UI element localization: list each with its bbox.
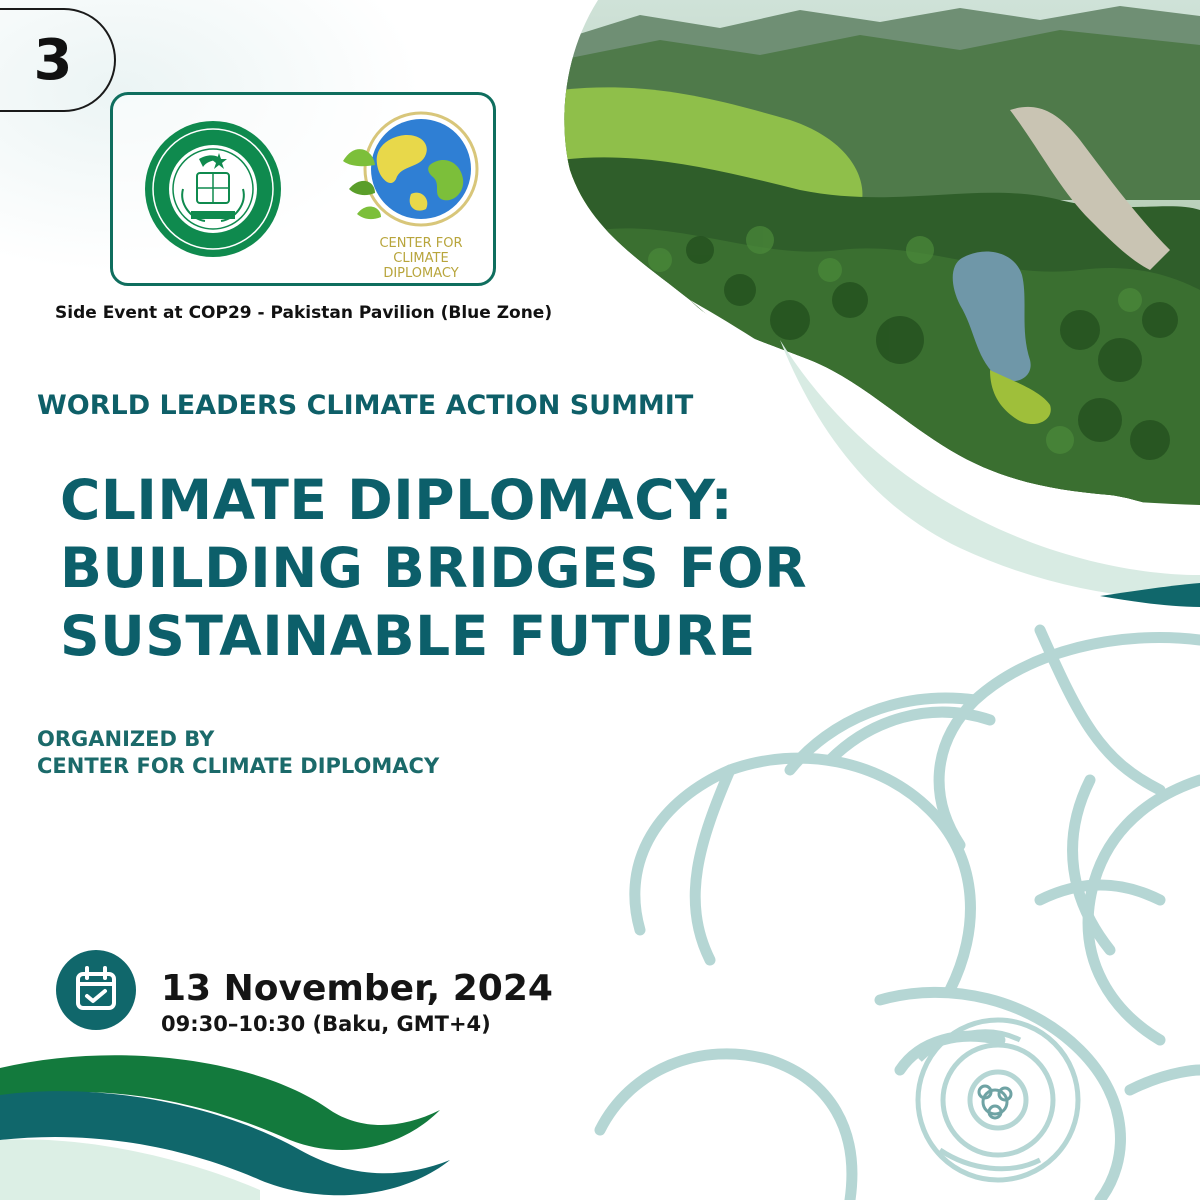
title-line-1: CLIMATE DIPLOMACY: <box>60 468 734 532</box>
partner-logos-box <box>110 92 496 286</box>
ccd-line3: DIPLOMACY <box>383 266 459 281</box>
event-title <box>60 466 807 670</box>
event-date: 13 November, 2024 <box>161 968 553 1009</box>
calendar-badge <box>56 950 136 1030</box>
small-knot-emblem <box>979 1086 1011 1118</box>
calendar-check-icon <box>56 950 136 1030</box>
summit-subtitle: WORLD LEADERS CLIMATE ACTION SUMMIT <box>37 390 694 421</box>
event-time: 09:30–10:30 (Baku, GMT+4) <box>161 1012 491 1036</box>
ccd-line1: CENTER FOR <box>379 236 463 251</box>
climate-diplomacy-globe-logo <box>343 113 477 225</box>
lotus-ornament-inner <box>918 1020 1078 1180</box>
organizer-name: CENTER FOR CLIMATE DIPLOMACY <box>37 754 440 778</box>
lotus-ornament <box>600 630 1200 1200</box>
ministry-seal-logo <box>145 121 281 257</box>
organized-by-label: ORGANIZED BY <box>37 727 215 751</box>
slide-number-badge <box>0 8 116 112</box>
title-line-2: BUILDING BRIDGES FOR <box>60 536 808 600</box>
organizer-block <box>37 726 439 780</box>
ccd-line2: CLIMATE <box>393 251 449 266</box>
slide-number: 3 <box>33 27 73 93</box>
title-line-3: SUSTAINABLE FUTURE <box>60 604 756 668</box>
ccd-logo-text <box>379 236 462 281</box>
side-event-caption: Side Event at COP29 - Pakistan Pavilion (Blue Zone) <box>55 303 553 323</box>
logos-art <box>113 95 493 283</box>
